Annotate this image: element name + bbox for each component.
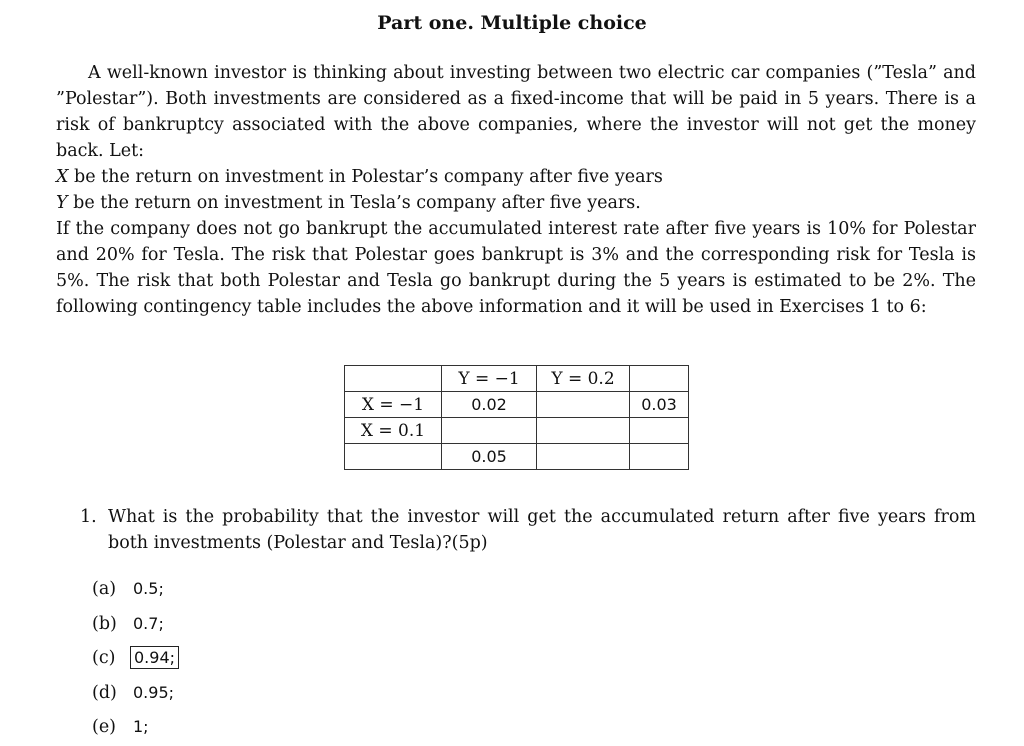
intro-paragraph-1: A well-known investor is thinking about investing between two electric car companies (”Tesla” and ”Polestar”). Both investments are considered as a fixed-income that will be paid in 5 years. There is a risk of bankruptcy associated with the above companies, where the investor will not get the money back. Let: — [56, 63, 976, 161]
option-e[interactable] — [92, 710, 179, 745]
y-definition: Y be the return on investment in Tesla’s company after five years. — [56, 193, 641, 213]
option-value: 0.7; — [133, 613, 164, 633]
question-number: 1. — [80, 507, 97, 527]
option-label: (d) — [92, 682, 117, 703]
option-b[interactable] — [92, 607, 179, 642]
table-header-cell: Y = 0.2 — [537, 366, 630, 392]
table-row — [345, 418, 689, 444]
table-row — [345, 392, 689, 418]
table-cell — [630, 444, 689, 470]
page-title: Part one. Multiple choice — [377, 12, 647, 34]
table-cell: 0.05 — [442, 444, 537, 470]
table-cell: 0.02 — [442, 392, 537, 418]
option-d[interactable] — [92, 676, 179, 711]
question-text: What is the probability that the investor will get the accumulated return after five years from both investments (Polestar and Tesla)?(5p) — [108, 507, 976, 553]
intro-paragraph-2: If the company does not go bankrupt the accumulated interest rate after five years is 10% for Polestar and 20% for Tesla. The risk that Polestar goes bankrupt is 3% and the corresponding risk for Tesla is 5%. The risk that both Polestar and Tesla go bankrupt during the 5 years is estimated to be 2%. The following contingency table includes the above information and it will be used in Exercises 1 to 6: — [56, 219, 976, 317]
x-definition: X be the return on investment in Polestar’s company after five years — [56, 167, 663, 187]
table-row-header: X = −1 — [345, 392, 442, 418]
option-value: 0.5; — [133, 579, 164, 598]
table-cell — [630, 418, 689, 444]
option-label: (a) — [92, 579, 117, 599]
table-cell — [630, 366, 689, 392]
table-cell — [442, 418, 537, 444]
question-1 — [80, 504, 980, 556]
option-a[interactable] — [92, 572, 179, 607]
answer-options — [92, 572, 179, 745]
table-cell — [345, 366, 442, 392]
option-value: 1; — [133, 717, 149, 736]
option-label: (e) — [92, 717, 117, 737]
option-value-selected: 0.94; — [130, 646, 179, 669]
option-label: (b) — [92, 613, 117, 634]
option-value: 0.95; — [133, 682, 175, 702]
table-header-row — [345, 366, 689, 392]
option-c[interactable] — [92, 641, 179, 676]
table-cell — [537, 444, 630, 470]
table-row — [345, 444, 689, 470]
intro-text — [56, 60, 976, 320]
table-cell — [537, 392, 630, 418]
table-header-cell: Y = −1 — [442, 366, 537, 392]
table-row-header: X = 0.1 — [345, 418, 442, 444]
table-cell — [345, 444, 442, 470]
contingency-table — [344, 365, 689, 470]
table-cell — [537, 418, 630, 444]
option-label: (c) — [92, 648, 116, 668]
table-cell: 0.03 — [630, 392, 689, 418]
